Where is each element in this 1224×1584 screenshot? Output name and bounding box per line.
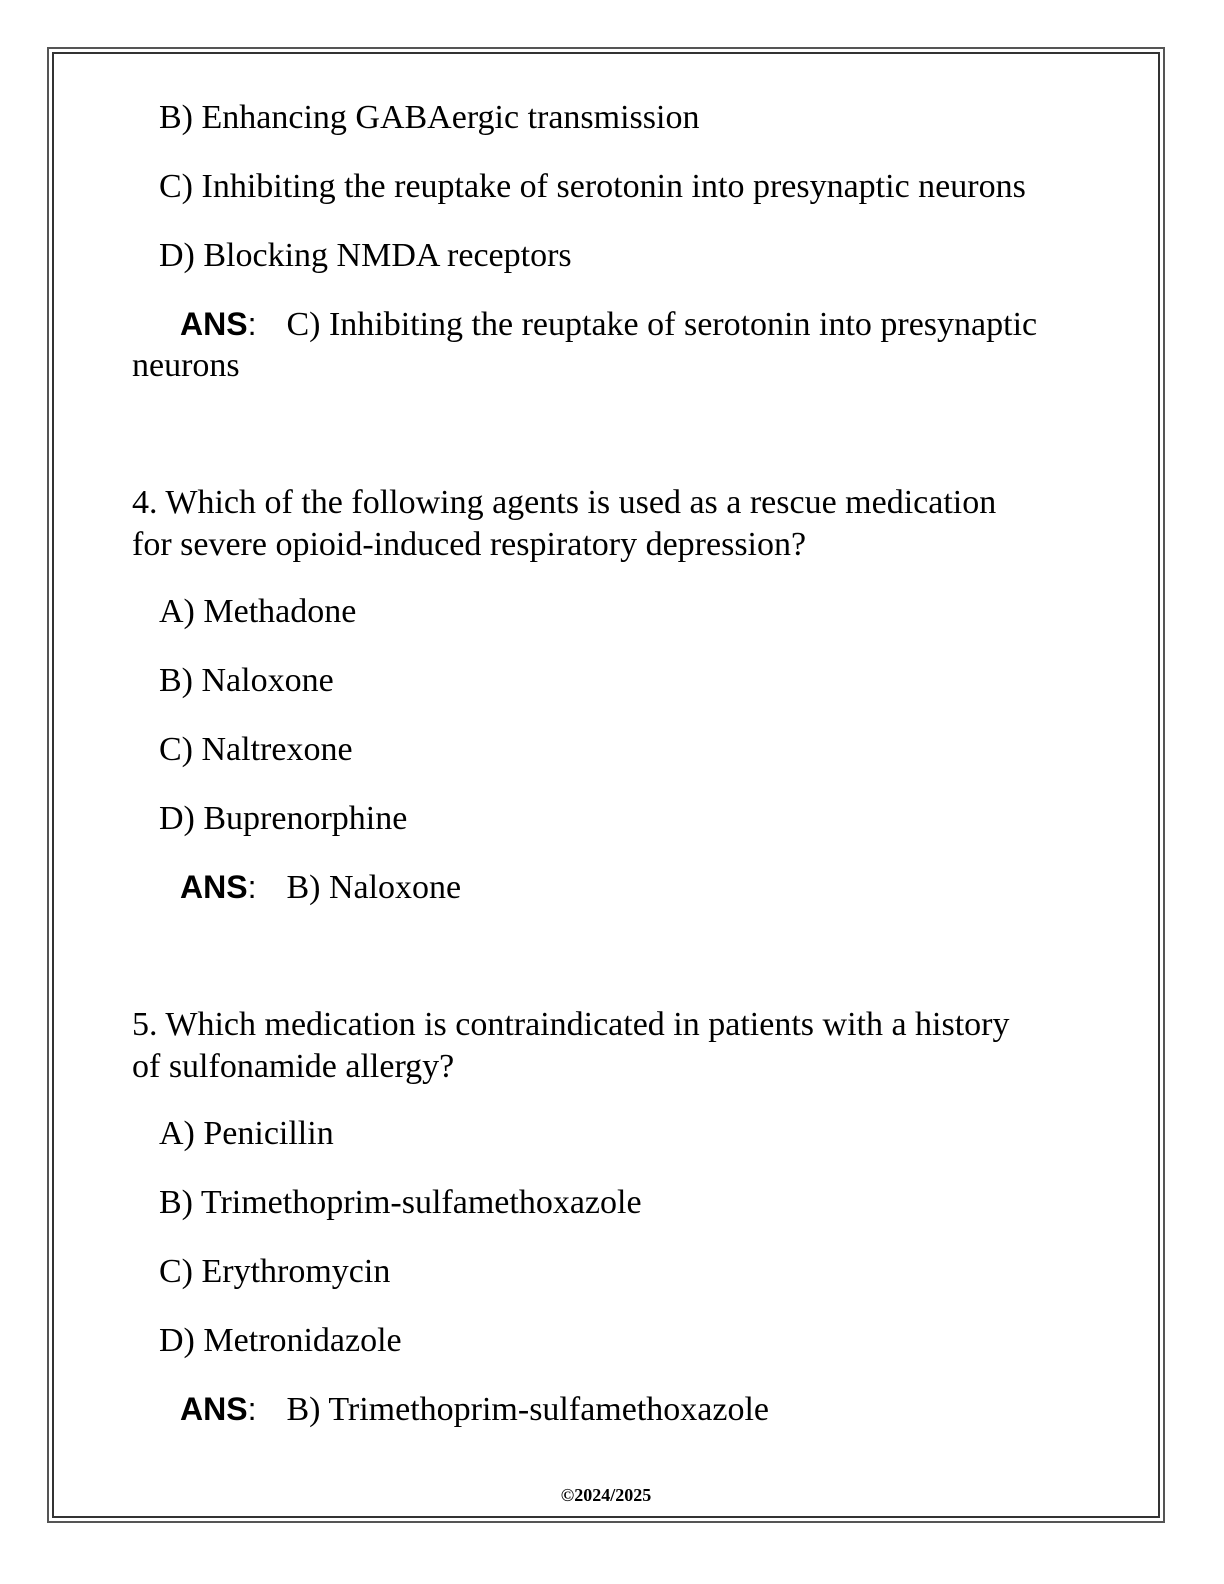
q5-option-c: C) Erythromycin [159,1253,391,1290]
q3-answer-text: C) Inhibiting the reuptake of serotonin into presynaptic [286,306,1038,343]
q3-option-d: D) Blocking NMDA receptors [159,237,572,274]
q4-answer-colon: : [247,869,257,905]
q4-answer-row [180,866,461,909]
q5-question-line2: of sulfonamide allergy? [132,1048,455,1085]
q5-answer-colon: : [247,1391,257,1427]
q4-question-line1: 4. Which of the following agents is used as a rescue medication [132,484,997,521]
q4-question-line2: for severe opioid-induced respiratory depression? [132,526,807,563]
q4-option-c: C) Naltrexone [159,731,353,768]
q4-option-b: B) Naloxone [159,662,334,699]
q3-option-b: B) Enhancing GABAergic transmission [159,99,700,136]
q5-answer-row [180,1388,769,1431]
footer-copyright: ©2024/2025 [560,1485,652,1505]
q3-answer-row [180,303,1037,346]
q5-answer-label: ANS [180,1391,248,1427]
q5-option-b: B) Trimethoprim-sulfamethoxazole [159,1184,642,1221]
q5-question-line1: 5. Which medication is contraindicated in patients with a history [132,1006,1010,1043]
q5-answer-text: B) Trimethoprim-sulfamethoxazole [286,1391,769,1428]
q4-answer-text: B) Naloxone [286,869,462,906]
q3-answer-colon: : [247,306,257,342]
q3-answer-text-cont: neurons [132,347,240,384]
q3-option-c: C) Inhibiting the reuptake of serotonin into presynaptic neurons [159,168,1026,205]
q5-option-a: A) Penicillin [159,1115,334,1152]
q3-answer-label: ANS [180,306,248,342]
q4-answer-label: ANS [180,869,248,905]
q5-option-d: D) Metronidazole [159,1322,402,1359]
q4-option-d: D) Buprenorphine [159,800,408,837]
q4-option-a: A) Methadone [159,593,357,630]
